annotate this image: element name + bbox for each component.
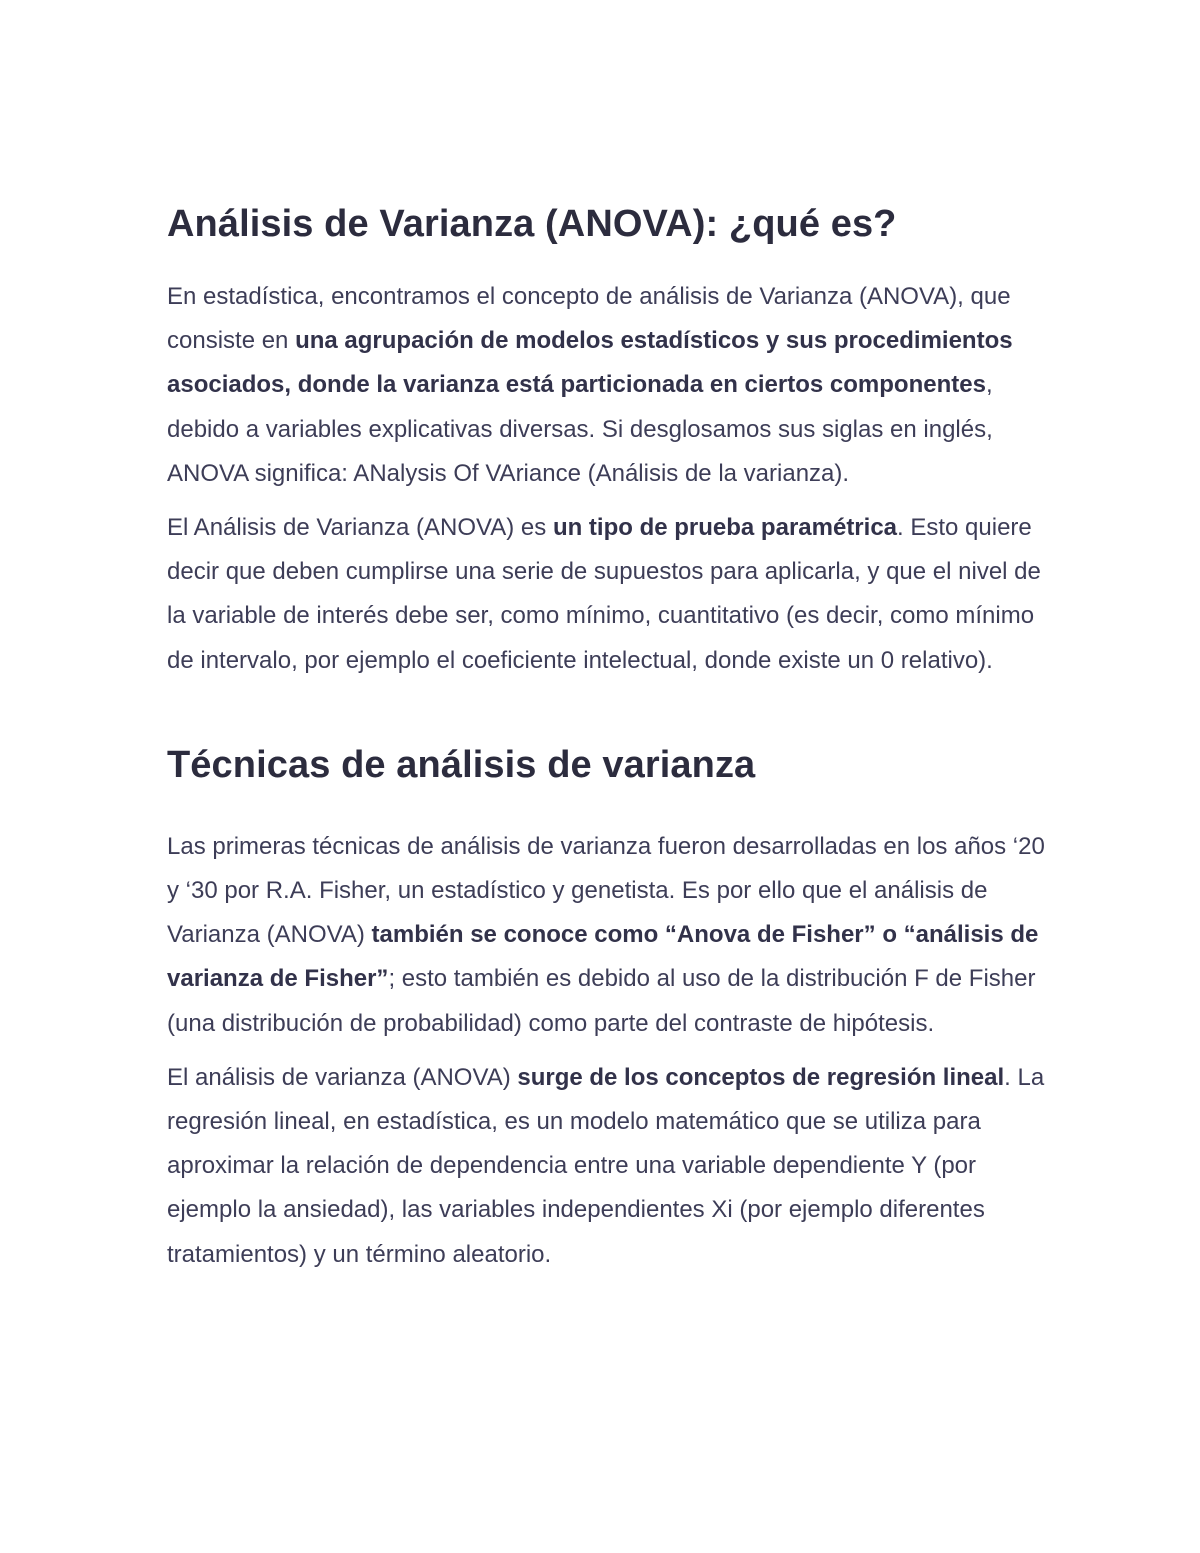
section-heading: Técnicas de análisis de varianza xyxy=(167,743,756,786)
paragraph-text: . La regresión lineal, en estadística, es un modelo matemático que se utiliza para aproximar la relación de dependencia entre una variable dependiente Y (por ejemplo la ansiedad), las variables independientes Xi (por ejemplo diferentes tratamientos) y un término aleatorio. xyxy=(167,1063,1045,1268)
paragraph-text: El análisis de varianza (ANOVA) xyxy=(167,1063,518,1091)
document-page xyxy=(167,200,1047,1277)
paragraph-text: En estadística, encontramos el concepto de análisis de Varianza (ANOVA), que consiste en xyxy=(167,283,1011,355)
paragraph-bold-text: surge de los conceptos de regresión lineal xyxy=(517,1063,1005,1091)
page-title: Análisis de Varianza (ANOVA): ¿qué es? xyxy=(167,203,897,245)
paragraph-bold-text: también se conoce como “Anova de Fisher” o “análisis de varianza de Fisher” xyxy=(167,921,1039,993)
paragraph-linear-regression xyxy=(167,1056,1047,1277)
paragraph-text: Las primeras técnicas de análisis de varianza fueron desarrolladas en los años ‘20 y ‘30 por R.A. Fisher, un estadístico y genetista. Es por ello que el análisis de Varianza (ANOVA) xyxy=(167,832,1045,949)
paragraph-anova-definition xyxy=(167,275,1047,496)
paragraph-bold-text: una agrupación de modelos estadísticos y sus procedimientos asociados, donde la varianza está particionada en ciertos componentes xyxy=(167,327,1013,399)
paragraph-fisher xyxy=(167,825,1047,1046)
paragraph-text: El Análisis de Varianza (ANOVA) es xyxy=(167,514,553,542)
paragraph-text: . Esto quiere decir que deben cumplirse una serie de supuestos para aplicarla, y que el nivel de la variable de interés debe ser, como mínimo, cuantitativo (es decir, como mínimo de intervalo, por ejemplo el coeficiente intelectual, donde existe un 0 relativo). xyxy=(167,514,1041,674)
paragraph-bold-text: un tipo de prueba paramétrica xyxy=(552,514,898,542)
paragraph-text: , debido a variables explicativas diversas. Si desglosamos sus siglas en inglés, ANOVA significa: ANalysis Of VAriance (Análisis de la varianza). xyxy=(167,371,993,487)
paragraph-text: ; esto también es debido al uso de la distribución F de Fisher (una distribución de probabilidad) como parte del contraste de hipótesis. xyxy=(167,965,1036,1037)
paragraph-parametric-test xyxy=(167,506,1047,683)
